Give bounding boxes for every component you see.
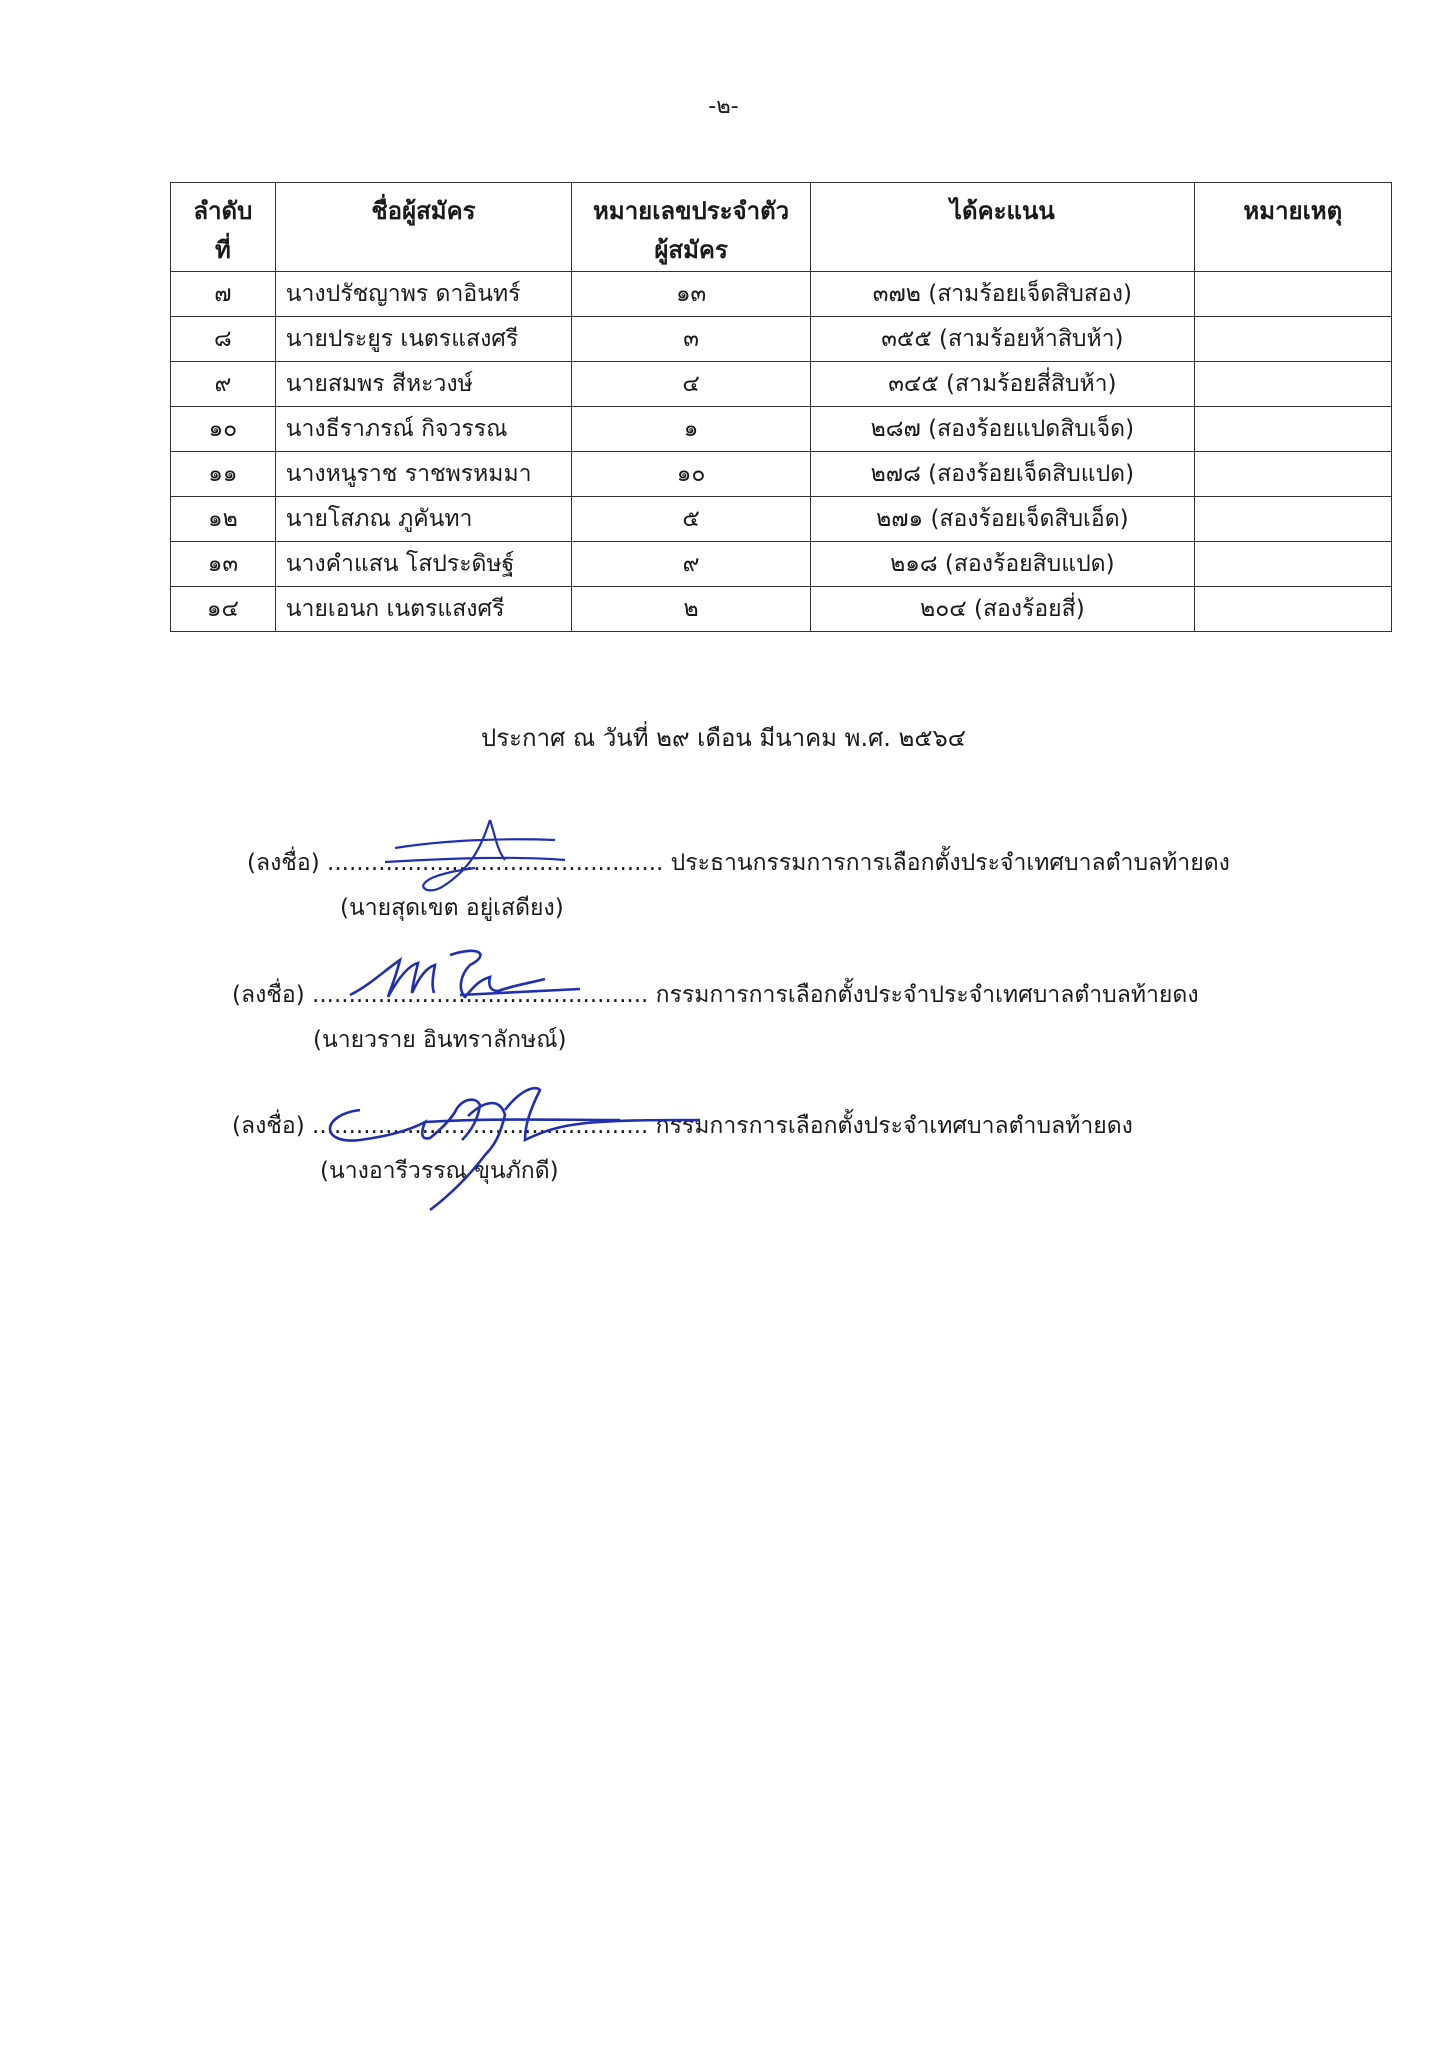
table-row — [171, 497, 1392, 542]
header-score: ได้คะแนน — [811, 183, 1195, 272]
row-candidate-name: นายประยูร เนตรแสงศรี — [275, 317, 571, 362]
row-candidate-id: ๙ — [572, 542, 811, 587]
row-note — [1194, 497, 1391, 542]
row-candidate-name: นางปรัชญาพร ดาอินทร์ — [275, 272, 571, 317]
row-candidate-id: ๔ — [572, 362, 811, 407]
sign-prefix: (ลงชื่อ) — [247, 850, 320, 876]
sign-prefix: (ลงชื่อ) — [232, 1113, 305, 1139]
row-note — [1194, 362, 1391, 407]
row-candidate-name: นายเอนก เนตรแสงศรี — [275, 587, 571, 632]
table-row — [171, 272, 1392, 317]
header-note: หมายเหตุ — [1194, 183, 1391, 272]
row-note — [1194, 587, 1391, 632]
row-score: ๒๑๘ (สองร้อยสิบแปด) — [811, 542, 1195, 587]
sign-dots: .............................................. — [327, 850, 664, 876]
row-score: ๒๗๘ (สองร้อยเจ็ดสิบแปด) — [811, 452, 1195, 497]
row-order: ๘ — [171, 317, 276, 362]
row-candidate-name: นางธีราภรณ์ กิจวรรณ — [275, 407, 571, 452]
table-row — [171, 587, 1392, 632]
header-order — [171, 183, 276, 272]
row-note — [1194, 317, 1391, 362]
handwritten-signature-committee-1 — [340, 935, 580, 1025]
sign-role: กรรมการการเลือกตั้งประจำประจำเทศบาลตำบลท้ายดง — [655, 982, 1199, 1008]
row-candidate-name: นายโสภณ ภูคันทา — [275, 497, 571, 542]
row-order: ๑๓ — [171, 542, 276, 587]
row-note — [1194, 452, 1391, 497]
row-candidate-id: ๕ — [572, 497, 811, 542]
row-order: ๙ — [171, 362, 276, 407]
table-row — [171, 362, 1392, 407]
row-note — [1194, 407, 1391, 452]
handwritten-signature-committee-2 — [300, 1060, 700, 1220]
row-candidate-id: ๑ — [572, 407, 811, 452]
signer-name-committee-1: (นายวราย อินทราลักษณ์) — [313, 1027, 567, 1053]
table-row — [171, 542, 1392, 587]
row-score: ๒๐๔ (สองร้อยสี่) — [811, 587, 1195, 632]
row-order: ๗ — [171, 272, 276, 317]
sign-dots: .............................................. — [312, 982, 649, 1008]
header-order-label: ลำดับ ที่ — [193, 197, 253, 264]
row-candidate-id: ๑๐ — [572, 452, 811, 497]
table-header-row — [171, 183, 1392, 272]
sign-prefix: (ลงชื่อ) — [232, 982, 305, 1008]
header-candidate-id-label: หมายเลขประจำตัว ผู้สมัคร — [593, 197, 790, 264]
row-candidate-id: ๓ — [572, 317, 811, 362]
sign-role: ประธานกรรมการการเลือกตั้งประจำเทศบาลตำบลท้ายดง — [670, 850, 1230, 876]
row-score: ๓๗๒ (สามร้อยเจ็ดสิบสอง) — [811, 272, 1195, 317]
row-candidate-name: นางคำแสน โสประดิษฐ์ — [275, 542, 571, 587]
row-order: ๑๐ — [171, 407, 276, 452]
table-row — [171, 407, 1392, 452]
sign-dots: .............................................. — [312, 1113, 649, 1139]
handwritten-signature-chairman — [365, 810, 585, 900]
header-candidate-id — [572, 183, 811, 272]
row-candidate-name: นายสมพร สีหะวงษ์ — [275, 362, 571, 407]
table-row — [171, 317, 1392, 362]
signer-name-chairman: (นายสุดเขต อยู่เสดียง) — [340, 895, 564, 921]
row-note — [1194, 542, 1391, 587]
table-row — [171, 452, 1392, 497]
row-score: ๒๘๗ (สองร้อยแปดสิบเจ็ด) — [811, 407, 1195, 452]
row-candidate-name: นางหนูราช ราชพรหมมา — [275, 452, 571, 497]
row-order: ๑๑ — [171, 452, 276, 497]
row-candidate-id: ๑๓ — [572, 272, 811, 317]
page-number: -๒- — [708, 94, 739, 119]
row-score: ๒๗๑ (สองร้อยเจ็ดสิบเอ็ด) — [811, 497, 1195, 542]
results-table — [170, 182, 1392, 632]
row-note — [1194, 272, 1391, 317]
row-score: ๓๕๕ (สามร้อยห้าสิบห้า) — [811, 317, 1195, 362]
announcement-date: ประกาศ ณ วันที่ ๒๙ เดือน มีนาคม พ.ศ. ๒๕๖๔ — [481, 724, 966, 752]
sign-role: กรรมการการเลือกตั้งประจำเทศบาลตำบลท้ายดง — [655, 1113, 1133, 1139]
signer-name-committee-2: (นางอารีวรรณ ขุนภักดี) — [320, 1158, 559, 1184]
header-candidate-name: ชื่อผู้สมัคร — [275, 183, 571, 272]
row-score: ๓๔๕ (สามร้อยสี่สิบห้า) — [811, 362, 1195, 407]
row-order: ๑๔ — [171, 587, 276, 632]
row-order: ๑๒ — [171, 497, 276, 542]
row-candidate-id: ๒ — [572, 587, 811, 632]
